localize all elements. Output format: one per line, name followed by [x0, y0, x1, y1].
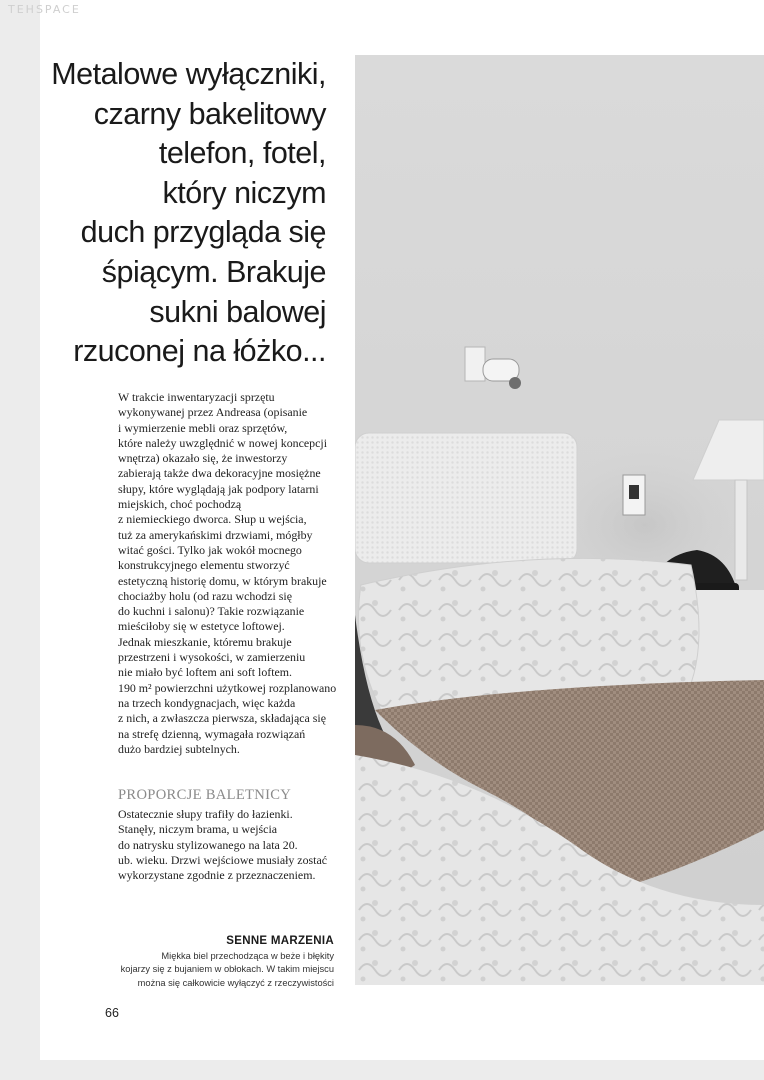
subheading: PROPORCJE BALETNICY	[118, 787, 292, 803]
caption-line: Miękka biel przechodząca w beże i błękity	[161, 951, 334, 961]
body-line: konstrukcyjnego elementu stworzyć	[118, 558, 290, 573]
photo-caption	[96, 950, 334, 990]
body-line: z niemieckiego dworca. Słup u wejścia,	[118, 512, 307, 527]
body-line: mieściłoby się w estetyce loftowej.	[118, 619, 285, 634]
bedroom-illustration	[355, 55, 764, 985]
headline-line: sukni balowej	[149, 294, 326, 329]
body-line: do natrysku stylizowanego na lata 20.	[118, 837, 298, 852]
body-line: nie miało być loftem ani soft loftem.	[118, 665, 293, 680]
bedroom-photo	[355, 55, 764, 985]
body-line: które należy uwzględnić w nowej koncepcji	[118, 435, 327, 450]
wall-socket-icon	[623, 475, 645, 515]
body-line: Ostatecznie słupy trafiły do łazienki.	[118, 807, 293, 821]
body-line: przestrzeni i wysokości, w zamierzeniu	[118, 650, 306, 665]
caption-title: SENNE MARZENIA	[226, 935, 334, 947]
body-line: wnętrza) okazało się, że inwestorzy	[118, 451, 288, 466]
body-line: chociażby holu (od razu wchodzi się	[118, 588, 292, 603]
headline-line: telefon, fotel,	[158, 136, 326, 171]
body-line: estetyczną historię domu, w którym brakuje	[118, 573, 327, 588]
body-line: Jednak mieszkanie, któremu brakuje	[118, 634, 292, 649]
body-text-2	[118, 807, 348, 883]
headline-line: Metalowe wyłączniki,	[51, 57, 326, 91]
headline-line: czarny bakelitowy	[93, 96, 326, 131]
body-line: na strefę dzienną, wymagała rozwiązań	[118, 726, 306, 741]
caption-line: można się całkowicie wyłączyć z rzeczywistości	[137, 977, 334, 988]
body-line: W trakcie inwentaryzacji sprzętu	[118, 390, 275, 404]
body-line: tuż za amerykańskimi drzwiami, mógłby	[118, 527, 313, 542]
headline-line: śpiącym. Brakuje	[101, 254, 326, 289]
body-line: do kuchni i salonu)? Takie rozwiązanie	[118, 604, 305, 619]
body-line: Stanęły, niczym brama, u wejścia	[118, 822, 278, 837]
body-line: zabierają także dwa dekoracyjne mosiężne	[118, 466, 321, 481]
body-line: słupy, które wyglądają jak podpory latarni	[118, 481, 319, 496]
body-text	[118, 390, 348, 757]
body-line: ub. wieku. Drzwi wejściowe musiały zostać	[118, 852, 328, 867]
body-line: wykonywanej przez Andreasa (opisanie	[118, 405, 308, 420]
headline-line: duch przygląda się	[80, 215, 326, 250]
headline	[40, 55, 326, 372]
body-line: miejskich, choć pochodzą	[118, 497, 242, 512]
page-number: 66	[105, 1006, 119, 1020]
body-line: i wymierzenie mebli oraz sprzętów,	[118, 420, 288, 435]
body-line: na trzech kondygnacjach, więc każda	[118, 695, 296, 710]
body-line: 190 m² powierzchni użytkowej rozplanowano	[118, 680, 337, 695]
body-line: z nich, a zwłaszcza pierwsza, składająca się	[118, 711, 326, 726]
caption-line: kojarzy się z bujaniem w obłokach. W takim miejscu	[120, 964, 334, 975]
headline-line: który niczym	[162, 175, 326, 210]
watermark: TEHSPACE	[8, 3, 81, 16]
headline-line: rzuconej na łóżko...	[73, 334, 326, 369]
body-line: dużo bardziej subtelnych.	[118, 741, 240, 756]
body-line: wykorzystane zgodnie z przeznaczeniem.	[118, 868, 316, 883]
body-line: witać gości. Tylko jak wokół mocnego	[118, 542, 302, 557]
